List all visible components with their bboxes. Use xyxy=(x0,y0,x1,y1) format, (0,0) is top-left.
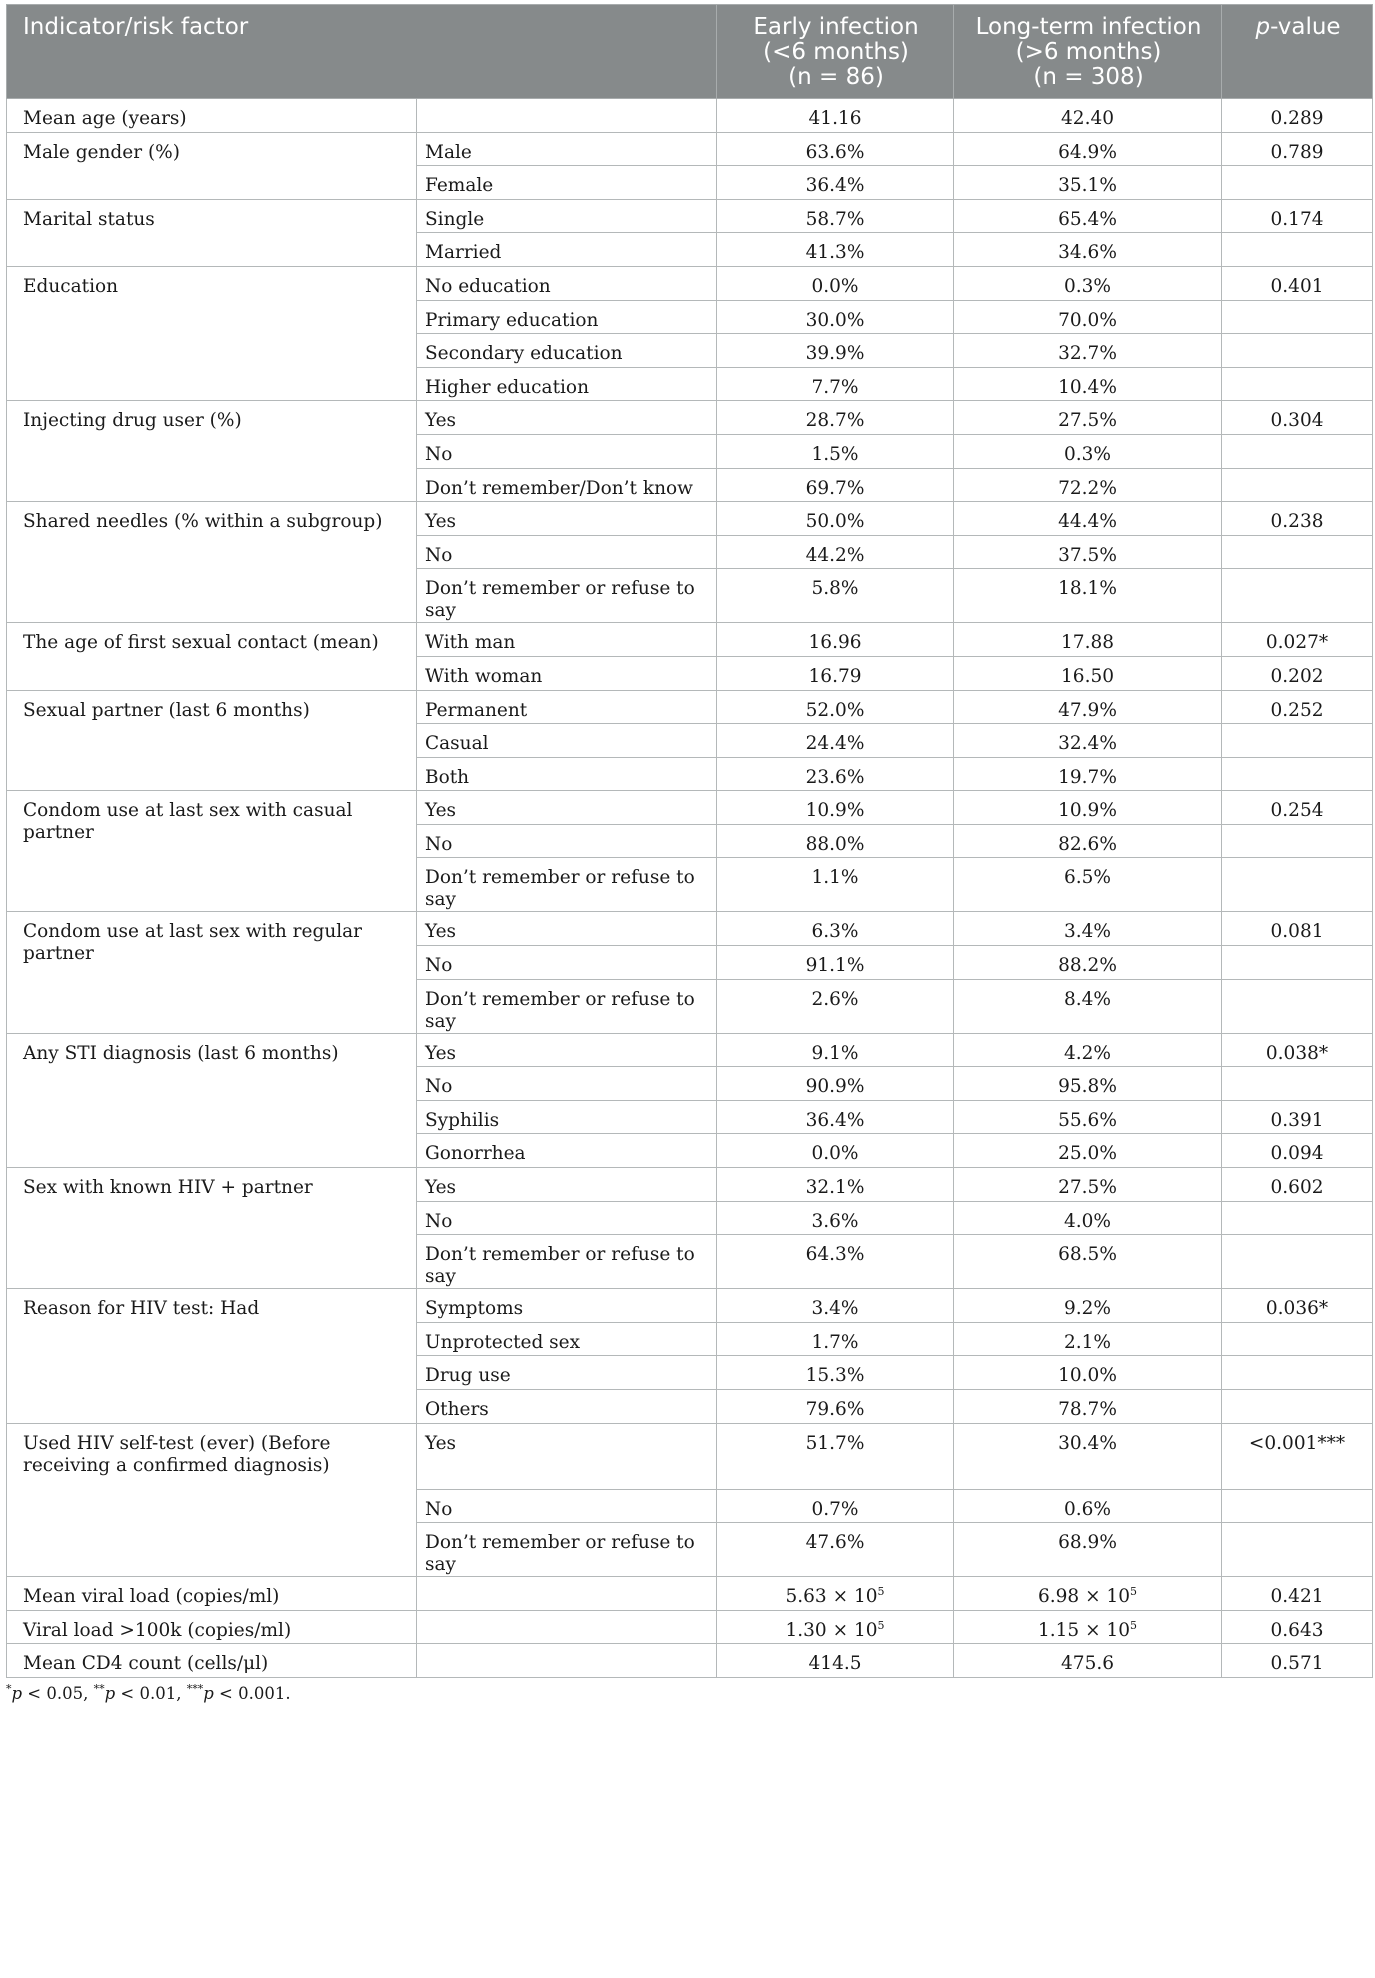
p-value-cell: <0.001*** xyxy=(1222,1423,1373,1489)
table-row xyxy=(7,1644,1373,1678)
subcategory-cell: Casual xyxy=(417,724,717,758)
long-value-cell: 70.0% xyxy=(954,300,1222,334)
early-value-cell: 63.6% xyxy=(717,132,954,166)
indicator-cell: Mean CD4 count (cells/μl) xyxy=(7,1644,417,1678)
long-value-cell: 55.6% xyxy=(954,1100,1222,1134)
p-value-cell xyxy=(1222,946,1373,980)
subcategory-cell: No xyxy=(417,1201,717,1235)
indicator-cell: Shared needles (% within a subgroup) xyxy=(7,502,417,623)
long-value-cell: 4.2% xyxy=(954,1033,1222,1067)
table-row xyxy=(7,401,1373,435)
table-row xyxy=(7,132,1373,166)
indicator-cell: Sexual partner (last 6 months) xyxy=(7,690,417,791)
table-header xyxy=(7,5,1373,99)
table-container xyxy=(6,4,1372,1703)
table-row xyxy=(7,1423,1373,1489)
p-value-cell xyxy=(1222,1523,1373,1577)
subcategory-cell: Yes xyxy=(417,1033,717,1067)
early-value-cell: 41.3% xyxy=(717,233,954,267)
p-value-cell xyxy=(1222,334,1373,368)
indicator-cell: Condom use at last sex with casual partner xyxy=(7,791,417,912)
early-value-cell: 16.79 xyxy=(717,656,954,690)
long-value-cell: 35.1% xyxy=(954,166,1222,200)
long-value-base: 6.98 × 10 xyxy=(1038,1586,1131,1608)
p-value-cell xyxy=(1222,569,1373,623)
subcategory-cell: Don’t remember or refuse to say xyxy=(417,1235,717,1289)
subcategory-cell: No xyxy=(417,824,717,858)
long-value-cell: 65.4% xyxy=(954,199,1222,233)
long-value-cell: 37.5% xyxy=(954,535,1222,569)
early-value-cell: 30.0% xyxy=(717,300,954,334)
early-value-cell: 2.6% xyxy=(717,979,954,1033)
early-value-cell: 91.1% xyxy=(717,946,954,980)
long-value-cell: 44.4% xyxy=(954,502,1222,536)
indicator-cell: Condom use at last sex with regular partner xyxy=(7,912,417,1033)
indicator-cell: Education xyxy=(7,266,417,400)
early-value-cell: 7.7% xyxy=(717,367,954,401)
p-value-cell: 0.643 xyxy=(1222,1610,1373,1644)
subcategory-cell: Yes xyxy=(417,401,717,435)
early-value-cell: 1.7% xyxy=(717,1322,954,1356)
early-value-cell: 51.7% xyxy=(717,1423,954,1489)
subcategory-cell: No xyxy=(417,535,717,569)
risk-factor-table xyxy=(6,4,1373,1678)
indicator-cell: Male gender (%) xyxy=(7,132,417,199)
p-value-cell xyxy=(1222,434,1373,468)
subcategory-cell: Yes xyxy=(417,791,717,825)
p-value-cell xyxy=(1222,724,1373,758)
subcategory-cell: Male xyxy=(417,132,717,166)
p-value-cell: 0.254 xyxy=(1222,791,1373,825)
early-value-cell: 1.5% xyxy=(717,434,954,468)
long-value-cell: 10.0% xyxy=(954,1356,1222,1390)
p-value-cell xyxy=(1222,824,1373,858)
indicator-cell: Injecting drug user (%) xyxy=(7,401,417,502)
subcategory-cell: Both xyxy=(417,757,717,791)
p-value-cell xyxy=(1222,367,1373,401)
table-row xyxy=(7,502,1373,536)
long-value-cell: 3.4% xyxy=(954,912,1222,946)
long-value-cell: 16.50 xyxy=(954,656,1222,690)
footnote-text-3: < 0.001. xyxy=(213,1683,291,1703)
long-value-cell: 30.4% xyxy=(954,1423,1222,1489)
subcategory-cell: Higher education xyxy=(417,367,717,401)
p-value-cell xyxy=(1222,1067,1373,1101)
subcategory-cell: Yes xyxy=(417,912,717,946)
early-value-cell xyxy=(717,1610,954,1644)
table-row xyxy=(7,199,1373,233)
long-value-cell: 19.7% xyxy=(954,757,1222,791)
early-value-cell: 10.9% xyxy=(717,791,954,825)
long-value-cell: 32.7% xyxy=(954,334,1222,368)
early-value-cell: 36.4% xyxy=(717,1100,954,1134)
long-value-cell: 0.3% xyxy=(954,434,1222,468)
p-value-cell: 0.174 xyxy=(1222,199,1373,233)
subcategory-cell: Primary education xyxy=(417,300,717,334)
footnote-p-3: p xyxy=(203,1683,214,1703)
early-value-cell: 88.0% xyxy=(717,824,954,858)
subcategory-cell: With man xyxy=(417,623,717,657)
p-value-cell xyxy=(1222,1356,1373,1390)
subcategory-cell: Symptoms xyxy=(417,1289,717,1323)
subcategory-cell: Permanent xyxy=(417,690,717,724)
p-value-cell: 0.571 xyxy=(1222,1644,1373,1678)
p-value-cell xyxy=(1222,233,1373,267)
table-row xyxy=(7,266,1373,300)
subcategory-cell xyxy=(417,1577,717,1611)
early-value-cell: 6.3% xyxy=(717,912,954,946)
long-value-cell: 34.6% xyxy=(954,233,1222,267)
table-row xyxy=(7,912,1373,946)
p-value-cell: 0.421 xyxy=(1222,1577,1373,1611)
subcategory-cell: Don’t remember or refuse to say xyxy=(417,979,717,1033)
long-value-exponent: 5 xyxy=(1130,1618,1138,1632)
long-value-cell: 72.2% xyxy=(954,468,1222,502)
p-value-cell: 0.238 xyxy=(1222,502,1373,536)
early-value-cell: 9.1% xyxy=(717,1033,954,1067)
footnote-p-2: p xyxy=(104,1683,116,1703)
footnote-text-1: < 0.05, xyxy=(22,1683,94,1703)
p-value-cell: 0.036* xyxy=(1222,1289,1373,1323)
early-value-cell: 414.5 xyxy=(717,1644,954,1678)
subcategory-cell: Gonorrhea xyxy=(417,1134,717,1168)
header-early-n: (n = 86) xyxy=(788,64,884,90)
indicator-cell: Mean age (years) xyxy=(7,99,417,133)
early-value-cell: 79.6% xyxy=(717,1390,954,1424)
indicator-cell: Sex with known HIV + partner xyxy=(7,1168,417,1289)
header-indicator: Indicator/risk factor xyxy=(7,5,717,99)
p-value-cell: 0.038* xyxy=(1222,1033,1373,1067)
p-value-cell xyxy=(1222,535,1373,569)
early-value-cell: 41.16 xyxy=(717,99,954,133)
p-value-cell: 0.027* xyxy=(1222,623,1373,657)
header-row xyxy=(7,5,1373,99)
table-row xyxy=(7,1289,1373,1323)
indicator-cell: Viral load >100k (copies/ml) xyxy=(7,1610,417,1644)
early-value-cell: 28.7% xyxy=(717,401,954,435)
long-value-cell: 0.6% xyxy=(954,1489,1222,1523)
footnote-p-1: p xyxy=(11,1683,23,1703)
header-p-rest: -value xyxy=(1270,14,1341,40)
header-early-infection xyxy=(717,5,954,99)
long-value-cell: 27.5% xyxy=(954,401,1222,435)
footnote-star-2: ** xyxy=(93,1682,105,1696)
header-long-n: (n = 308) xyxy=(1033,64,1144,90)
long-value-cell: 27.5% xyxy=(954,1168,1222,1202)
header-p-letter: p xyxy=(1255,14,1271,40)
p-value-cell: 0.602 xyxy=(1222,1168,1373,1202)
long-value-cell: 10.4% xyxy=(954,367,1222,401)
header-early-line2: (<6 months) xyxy=(763,39,909,65)
early-value-cell: 3.6% xyxy=(717,1201,954,1235)
early-value-base: 1.30 × 10 xyxy=(785,1619,878,1641)
p-value-cell xyxy=(1222,1390,1373,1424)
p-value-cell: 0.094 xyxy=(1222,1134,1373,1168)
p-value-cell: 0.391 xyxy=(1222,1100,1373,1134)
header-p-value xyxy=(1222,5,1373,99)
indicator-cell: Used HIV self-test (ever) (Before receiving a confirmed diagnosis) xyxy=(7,1423,417,1577)
early-value-cell: 64.3% xyxy=(717,1235,954,1289)
early-value-exponent: 5 xyxy=(877,1618,885,1632)
early-value-cell: 36.4% xyxy=(717,166,954,200)
long-value-cell: 0.3% xyxy=(954,266,1222,300)
subcategory-cell: No xyxy=(417,434,717,468)
long-value-cell: 8.4% xyxy=(954,979,1222,1033)
table-row xyxy=(7,1033,1373,1067)
early-value-cell: 24.4% xyxy=(717,724,954,758)
header-early-line1: Early infection xyxy=(753,14,919,40)
early-value-cell xyxy=(717,1577,954,1611)
indicator-cell: Marital status xyxy=(7,199,417,266)
subcategory-cell: Others xyxy=(417,1390,717,1424)
subcategory-cell: Don’t remember/Don’t know xyxy=(417,468,717,502)
long-value-cell: 25.0% xyxy=(954,1134,1222,1168)
long-value-cell: 10.9% xyxy=(954,791,1222,825)
long-value-cell: 32.4% xyxy=(954,724,1222,758)
footnote-text-2: < 0.01, xyxy=(115,1683,187,1703)
subcategory-cell: Yes xyxy=(417,1423,717,1489)
subcategory-cell: Yes xyxy=(417,1168,717,1202)
table-row xyxy=(7,1577,1373,1611)
long-value-cell: 68.9% xyxy=(954,1523,1222,1577)
long-value-cell: 9.2% xyxy=(954,1289,1222,1323)
early-value-cell: 50.0% xyxy=(717,502,954,536)
long-value-cell xyxy=(954,1610,1222,1644)
early-value-cell: 47.6% xyxy=(717,1523,954,1577)
p-value-cell xyxy=(1222,1235,1373,1289)
long-value-cell: 47.9% xyxy=(954,690,1222,724)
long-value-cell: 95.8% xyxy=(954,1067,1222,1101)
p-value-cell xyxy=(1222,757,1373,791)
p-value-cell: 0.789 xyxy=(1222,132,1373,166)
footnote-star-3: *** xyxy=(186,1682,204,1696)
p-value-cell: 0.252 xyxy=(1222,690,1373,724)
p-value-cell: 0.081 xyxy=(1222,912,1373,946)
subcategory-cell: Don’t remember or refuse to say xyxy=(417,569,717,623)
early-value-cell: 1.1% xyxy=(717,858,954,912)
header-long-term-infection xyxy=(954,5,1222,99)
long-value-cell: 82.6% xyxy=(954,824,1222,858)
p-value-cell xyxy=(1222,858,1373,912)
table-body xyxy=(7,99,1373,1678)
long-value-base: 1.15 × 10 xyxy=(1038,1619,1131,1641)
indicator-cell: Reason for HIV test: Had xyxy=(7,1289,417,1423)
p-value-cell xyxy=(1222,1322,1373,1356)
subcategory-cell xyxy=(417,99,717,133)
p-value-cell xyxy=(1222,300,1373,334)
early-value-cell: 90.9% xyxy=(717,1067,954,1101)
subcategory-cell: No education xyxy=(417,266,717,300)
table-row xyxy=(7,690,1373,724)
subcategory-cell: Female xyxy=(417,166,717,200)
long-value-cell: 42.40 xyxy=(954,99,1222,133)
long-value-exponent: 5 xyxy=(1130,1585,1138,1599)
subcategory-cell: No xyxy=(417,946,717,980)
subcategory-cell: Secondary education xyxy=(417,334,717,368)
long-value-cell: 4.0% xyxy=(954,1201,1222,1235)
header-long-line1: Long-term infection xyxy=(975,14,1202,40)
early-value-cell: 44.2% xyxy=(717,535,954,569)
long-value-cell: 88.2% xyxy=(954,946,1222,980)
p-value-cell: 0.401 xyxy=(1222,266,1373,300)
table-row xyxy=(7,1610,1373,1644)
table-row xyxy=(7,623,1373,657)
early-value-cell: 15.3% xyxy=(717,1356,954,1390)
long-value-cell: 18.1% xyxy=(954,569,1222,623)
p-value-cell xyxy=(1222,1489,1373,1523)
long-value-cell xyxy=(954,1577,1222,1611)
subcategory-cell: Married xyxy=(417,233,717,267)
early-value-cell: 39.9% xyxy=(717,334,954,368)
early-value-cell: 0.0% xyxy=(717,266,954,300)
long-value-cell: 6.5% xyxy=(954,858,1222,912)
subcategory-cell: Single xyxy=(417,199,717,233)
early-value-cell: 0.0% xyxy=(717,1134,954,1168)
long-value-cell: 68.5% xyxy=(954,1235,1222,1289)
subcategory-cell: Yes xyxy=(417,502,717,536)
early-value-cell: 23.6% xyxy=(717,757,954,791)
long-value-cell: 64.9% xyxy=(954,132,1222,166)
table-row xyxy=(7,1168,1373,1202)
subcategory-cell xyxy=(417,1610,717,1644)
table-row xyxy=(7,99,1373,133)
long-value-cell: 475.6 xyxy=(954,1644,1222,1678)
p-value-cell: 0.202 xyxy=(1222,656,1373,690)
table-footnote xyxy=(6,1684,1372,1703)
subcategory-cell: With woman xyxy=(417,656,717,690)
p-value-cell: 0.304 xyxy=(1222,401,1373,435)
indicator-cell: Any STI diagnosis (last 6 months) xyxy=(7,1033,417,1167)
early-value-cell: 0.7% xyxy=(717,1489,954,1523)
early-value-exponent: 5 xyxy=(877,1585,885,1599)
early-value-cell: 52.0% xyxy=(717,690,954,724)
p-value-cell xyxy=(1222,979,1373,1033)
footnote-star-1: * xyxy=(6,1682,12,1696)
p-value-cell xyxy=(1222,1201,1373,1235)
long-value-cell: 2.1% xyxy=(954,1322,1222,1356)
subcategory-cell: Unprotected sex xyxy=(417,1322,717,1356)
subcategory-cell: No xyxy=(417,1067,717,1101)
subcategory-cell xyxy=(417,1644,717,1678)
early-value-cell: 58.7% xyxy=(717,199,954,233)
table-row xyxy=(7,791,1373,825)
early-value-cell: 5.8% xyxy=(717,569,954,623)
indicator-cell: Mean viral load (copies/ml) xyxy=(7,1577,417,1611)
subcategory-cell: No xyxy=(417,1489,717,1523)
subcategory-cell: Don’t remember or refuse to say xyxy=(417,858,717,912)
indicator-cell: The age of first sexual contact (mean) xyxy=(7,623,417,690)
early-value-cell: 69.7% xyxy=(717,468,954,502)
early-value-cell: 3.4% xyxy=(717,1289,954,1323)
long-value-cell: 78.7% xyxy=(954,1390,1222,1424)
p-value-cell xyxy=(1222,166,1373,200)
p-value-cell xyxy=(1222,468,1373,502)
early-value-cell: 16.96 xyxy=(717,623,954,657)
subcategory-cell: Drug use xyxy=(417,1356,717,1390)
header-long-line2: (>6 months) xyxy=(1015,39,1162,65)
subcategory-cell: Syphilis xyxy=(417,1100,717,1134)
long-value-cell: 17.88 xyxy=(954,623,1222,657)
subcategory-cell: Don’t remember or refuse to say xyxy=(417,1523,717,1577)
early-value-base: 5.63 × 10 xyxy=(785,1586,878,1608)
early-value-cell: 32.1% xyxy=(717,1168,954,1202)
p-value-cell: 0.289 xyxy=(1222,99,1373,133)
